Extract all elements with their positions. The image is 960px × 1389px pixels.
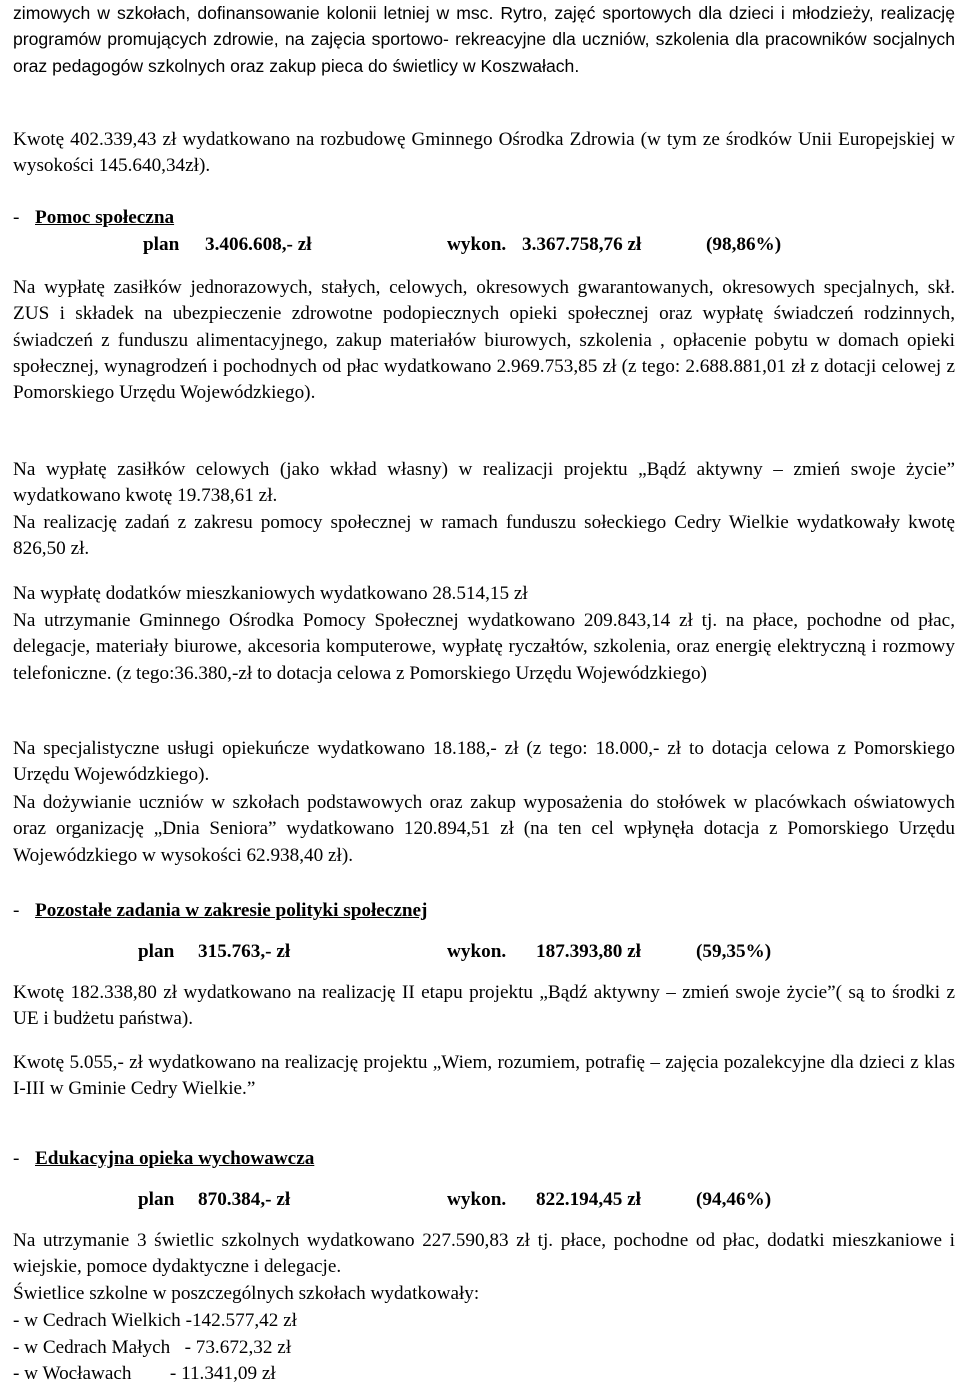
section-heading-edukacyjna-opieka <box>13 1146 955 1172</box>
paragraph <box>13 1228 955 1281</box>
section-title: Edukacyjna opieka wychowawcza <box>35 1148 315 1169</box>
section-heading-pozostale-zadania <box>13 898 955 924</box>
wykon-value: 822.194,45 zł <box>536 1189 641 1210</box>
paragraph <box>13 457 955 510</box>
paragraph <box>13 581 955 607</box>
paragraph <box>13 980 955 1033</box>
plan-line-pozostale-zadania <box>13 939 955 965</box>
wykon-label: wykon. <box>447 234 507 255</box>
heading-dash: - <box>13 207 20 228</box>
plan-label: plan <box>138 1189 175 1210</box>
intro-text-2: Kwotę 402.339,43 zł wydatkowano na rozbudowę Gminnego Ośrodka Zdrowia (w tym ze środków Unii Europejskiej w wysokości 145.640,34zł). <box>13 129 955 177</box>
plan-line-pomoc-spoleczna <box>13 232 955 258</box>
paragraph <box>13 1281 955 1307</box>
list-item: - w Cedrach Małych - 73.672,32 zł <box>13 1336 292 1358</box>
paragraph-text: Na utrzymanie 3 świetlic szkolnych wydatkowano 227.590,83 zł tj. płace, pochodne od płac, dodatki mieszkaniowe i wiejskie, pomoce dydaktyczne i delegacje. <box>13 1230 955 1278</box>
intro-paragraph-1 <box>13 0 955 79</box>
list-item: - w Wocławach - 11.341,09 zł <box>13 1363 276 1384</box>
paragraph <box>13 275 955 406</box>
paragraph <box>13 736 955 789</box>
plan-value: 315.763,- zł <box>198 941 291 962</box>
wykon-value: 187.393,80 zł <box>536 941 641 962</box>
plan-line-edukacyjna-opieka <box>13 1187 955 1213</box>
paragraph-text: Świetlice szkolne w poszczególnych szkołach wydatkowały: <box>13 1283 480 1304</box>
intro-text-1: zimowych w szkołach, dofinansowanie kolonii letniej w msc. Rytro, zajęć sportowych dla dzieci i młodzieży, realizację programów promujących zdrowie, na zajęcia sportowo- rekreacyjne dla uczniów, szkolenia dla pracowników socjalnych oraz pedagogów szkolnych oraz zakup pieca do świetlicy w Koszwałach. <box>13 3 955 76</box>
paragraph <box>13 790 955 869</box>
section-heading-pomoc-spoleczna <box>13 205 955 231</box>
paragraph-text: Na wypłatę zasiłków celowych (jako wkład własny) w realizacji projektu „Bądź aktywny – zmień swoje życie” wydatkowano kwotę 19.738,61 zł. <box>13 459 955 507</box>
wykon-label: wykon. <box>447 1189 507 1210</box>
wykon-label: wykon. <box>447 941 507 962</box>
paragraph-text: Na realizację zadań z zakresu pomocy społecznej w ramach funduszu sołeckiego Cedry Wielkie wydatkowały kwotę 826,50 zł. <box>13 512 955 560</box>
list-item: - w Cedrach Wielkich -142.577,42 zł <box>13 1310 297 1331</box>
plan-value: 870.384,- zł <box>198 1189 291 1210</box>
heading-dash: - <box>13 1148 20 1169</box>
paragraph-text: Na wypłatę zasiłków jednorazowych, stałych, celowych, okresowych gwarantowanych, okresowych specjalnych, skł. ZUS i składek na ubezpieczenie zdrowotne podopiecznych opieki społecznej oraz wypłatę świadczeń rodzinnych, świadczeń z funduszu alimentacyjnego, zakup materiałów biurowych, szkolenia , opłacenie pobytu w domach opieki społecznej, wynagrodzeń i pochodnych od płac wydatkowano 2.969.753,85 zł (z tego: 2.688.881,01 zł z dotacji celowej z Pomorskiego Urzędu Wojewódzkiego). <box>13 277 955 404</box>
paragraph-text: Kwotę 5.055,- zł wydatkowano na realizację projektu „Wiem, rozumiem, potrafię – zajęcia pozalekcyjne dla dzieci z klas I-III w Gminie Cedry Wielkie.” <box>13 1052 955 1100</box>
wykon-value: 3.367.758,76 zł <box>522 234 642 255</box>
section-title: Pomoc społeczna <box>35 207 175 228</box>
percent-value: (94,46%) <box>696 1189 772 1210</box>
paragraph <box>13 1050 955 1103</box>
paragraph <box>13 608 955 687</box>
plan-label: plan <box>143 234 180 255</box>
plan-label: plan <box>138 941 175 962</box>
paragraph-text: Na dożywianie uczniów w szkołach podstawowych oraz zakup wyposażenia do stołówek w placówkach oświatowych oraz organizację „Dnia Seniora” wydatkowano 120.894,51 zł (na ten cel wpłynęła dotacja z Pomorskiego Urzędu Wojewódzkiego w wysokości 62.938,40 zł). <box>13 792 955 866</box>
expense-list <box>13 1308 955 1388</box>
percent-value: (98,86%) <box>706 234 782 255</box>
plan-value: 3.406.608,- zł <box>205 234 312 255</box>
paragraph-text: Na utrzymanie Gminnego Ośrodka Pomocy Społecznej wydatkowano 209.843,14 zł tj. na płace, pochodne od płac, delegacje, materiały biurowe, akcesoria komputerowe, wypłatę ryczałtów, szkolenia, oraz energię elektryczną i rozmowy telefoniczne. (z tego:36.380,-zł to dotacja celowa z Pomorskiego Urzędu Wojewódzkiego) <box>13 610 955 684</box>
percent-value: (59,35%) <box>696 941 772 962</box>
paragraph-text: Kwotę 182.338,80 zł wydatkowano na realizację II etapu projektu „Bądź aktywny – zmień swoje życie”( są to środki z UE i budżetu państwa). <box>13 982 955 1030</box>
paragraph <box>13 510 955 563</box>
intro-paragraph-2 <box>13 127 955 180</box>
section-title: Pozostałe zadania w zakresie polityki społecznej <box>35 900 428 921</box>
paragraph-text: Na wypłatę dodatków mieszkaniowych wydatkowano 28.514,15 zł <box>13 583 528 604</box>
heading-dash: - <box>13 900 20 921</box>
paragraph-text: Na specjalistyczne usługi opiekuńcze wydatkowano 18.188,- zł (z tego: 18.000,- zł to dotacja celowa z Pomorskiego Urzędu Wojewódzkiego). <box>13 738 955 786</box>
